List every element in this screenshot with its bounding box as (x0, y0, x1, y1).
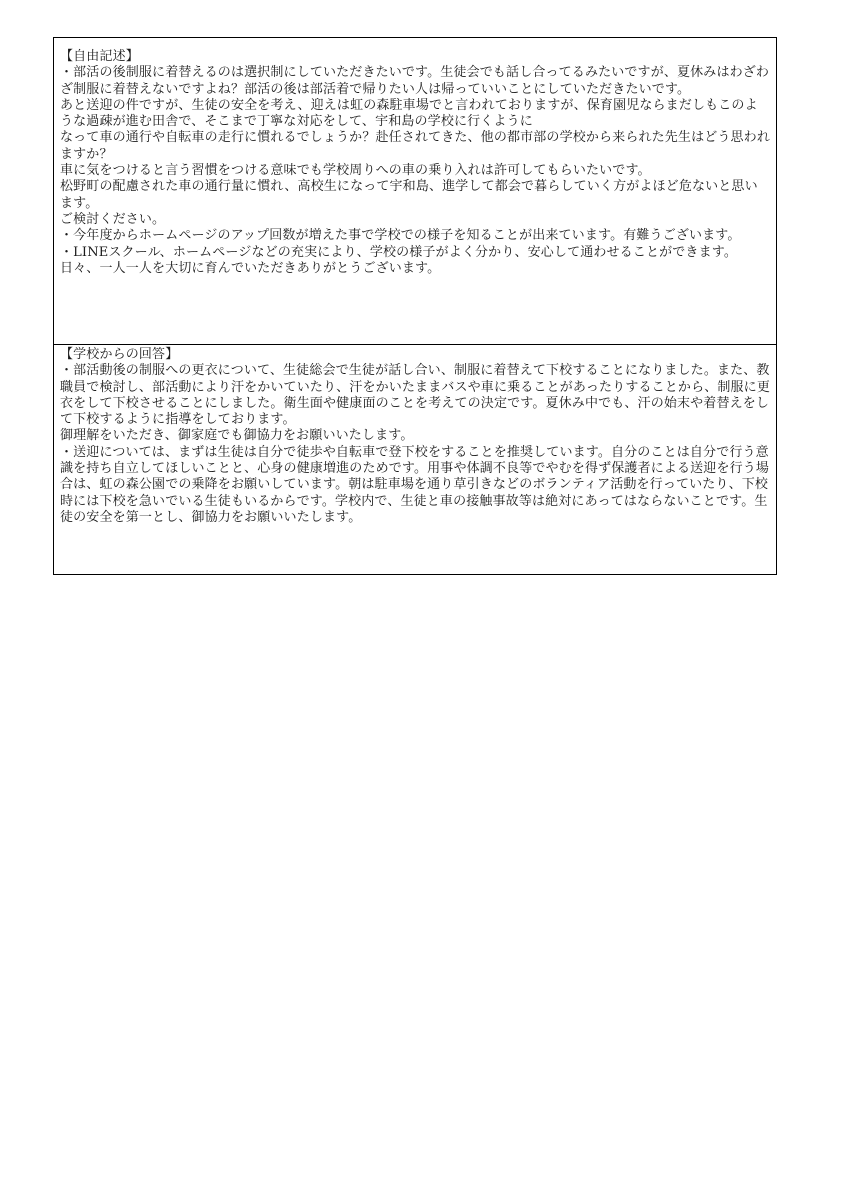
comment-table (53, 37, 777, 575)
free-comment-paragraph: あと送迎の件ですが、生徒の安全を考え、迎えは虹の森駐車場でと言われておりますが、保育園児ならまだしもこのような過疎が進む田舎で、そこまで丁寧な対応をして、宇和島の学校に行くように なって車の通行や自転車の走行に慣れるでしょうか？赴任されてきた、他の都市部の学校から来られた先生はどう思われますか？ (60, 97, 770, 162)
free-comment-paragraph: ご検討ください。 (60, 211, 166, 227)
free-comment-paragraph: 松野町の配慮された車の通行量に慣れ、高校生になって宇和島、進学して都会で暮らしていく方がよほど危ないと思います。 (60, 179, 758, 211)
free-comment-paragraph: 車に気をつけると言う習慣をつける意味でも学校周りへの車の乗り入れは許可してもらいたいです。 (60, 163, 651, 179)
school-reply-cell (54, 344, 776, 574)
school-reply-heading: 【学校からの回答】 (60, 347, 179, 362)
free-comment-heading: 【自由記述】 (60, 49, 139, 64)
school-reply-paragraph: 御理解をいただき、御家庭でも御協力をお願いいたします。 (60, 428, 414, 444)
free-comment-paragraph: ・部活の後制服に着替えるのは選択制にしていただきたいです。生徒会でも話し合ってるみたいですが、夏休みはわざわざ制服に着替えないですよね？部活の後は部活着で帰りたい人は帰っていいことにしていただきたいです。 (60, 65, 770, 97)
free-comment-paragraph: ・今年度からホームページのアップ回数が増えた事で学校での様子を知ることが出来ています。有難うございます。 (60, 228, 741, 244)
school-reply-paragraph: ・部活動後の制服への更衣について、生徒総会で生徒が話し合い、制服に着替えて下校することになりました。また、教職員で検討し、部活動により汗をかいていたり、汗をかいたままバスや車に乗ることがあったりすることから、制服に更衣をして下校させることにしました。衛生面や健康面のことを考えての決定です。夏休み中でも、汗の始末や着替えをして下校するように指導をしております。 (60, 363, 770, 428)
school-reply-paragraph: ・送迎については、まずは生徒は自分で徒歩や自転車で登下校をすることを推奨しています。自分のことは自分で行う意識を持ち自立してほしいことと、心身の健康増進のためです。用事や体調不良等でやむを得ず保護者による送迎を行う場合は、虹の森公園での乗降をお願いしています。朝は駐車場を通り草引きなどのボランティア活動を行っていたり、下校時には下校を急いでいる生徒もいるからです。学校内で、生徒と車の接触事故等は絶対にあってはならないことです。生徒の安全を第一とし、御協力をお願いいたします。 (60, 444, 770, 525)
free-comment-paragraph: ・LINEスクール、ホームページなどの充実により、学校の様子がよく分かり、安心して通わせることができます。日々、一人一人を大切に育んでいただきありがとうございます。 (60, 244, 737, 276)
free-comment-cell (54, 38, 776, 344)
